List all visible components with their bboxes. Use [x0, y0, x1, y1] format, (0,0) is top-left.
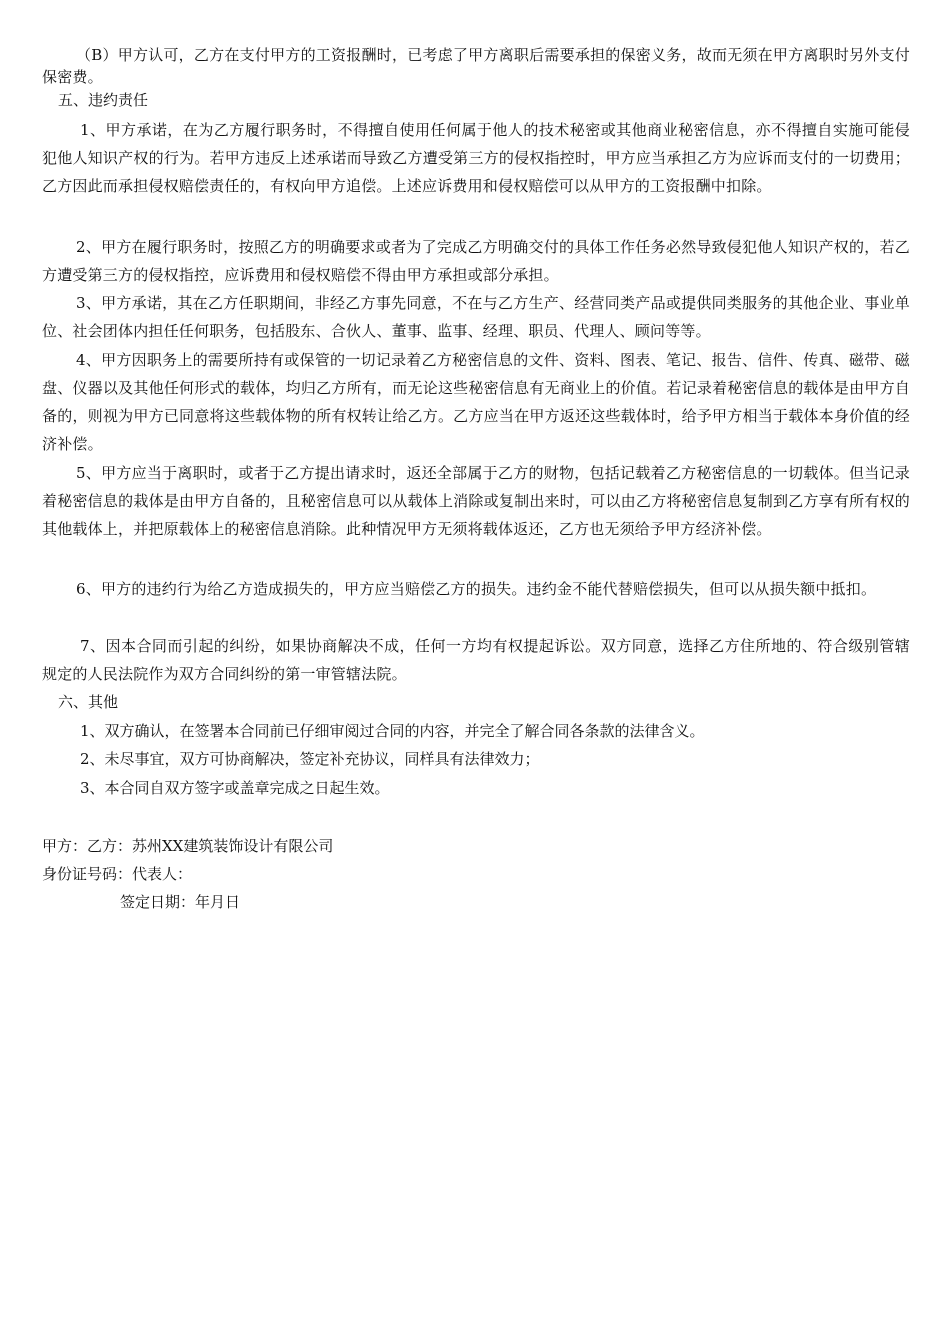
- section-5-item-7: 7、因本合同而引起的纠纷，如果协商解决不成，任何一方均有权提起诉讼。双方同意，选择乙方住所地的、符合级别管辖规定的人民法院作为双方合同纠纷的第一审管辖法院。: [42, 637, 910, 683]
- section-5-title: 五、违约责任: [58, 91, 149, 109]
- section-5-item-5: 5、甲方应当于离职时，或者于乙方提出请求时，返还全部属于乙方的财物，包括记载着乙方秘密信息的一切载体。但当记录着秘密信息的栽体是由甲方自备的，且秘密信息可以从载体上消除或复制出来时，可以由乙方将秘密信息复制到乙方享有所有权的其他载体上，并把原载体上的秘密信息消除。此种情况甲方无须将载体返还，乙方也无须给予甲方经济补偿。: [42, 464, 910, 538]
- section-5-item-2: 2、甲方在履行职务时，按照乙方的明确要求或者为了完成乙方明确交付的具体工作任务必然导致侵犯他人知识产权的，若乙方遭受第三方的侵权指控，应诉费用和侵权赔偿不得由甲方承担或部分承担。: [42, 238, 910, 284]
- section-5-item-3: 3、甲方承诺，其在乙方任职期间，非经乙方事先同意，不在与乙方生产、经营同类产品或提供同类服务的其他企业、事业单位、社会团体内担任任何职务，包括股东、合伙人、董事、监事、经理、职员、代理人、顾问等等。: [42, 294, 910, 340]
- signature-id-representative: 身份证号码：代表人：: [42, 865, 193, 883]
- signature-date: 签定日期：年月日: [120, 893, 241, 911]
- section-5-item-1: 1、甲方承诺，在为乙方履行职务时，不得擅自使用任何属于他人的技术秘密或其他商业秘密信息，亦不得擅自实施可能侵犯他人知识产权的行为。若甲方违反上述承诺而导致乙方遭受第三方的侵权指控时，甲方应当承担乙方为应诉而支付的一切费用；乙方因此而承担侵权赔偿责任的，有权向甲方追偿。上述应诉费用和侵权赔偿可以从甲方的工资报酬中扣除。: [42, 121, 910, 195]
- section-6-item-3: 3、本合同自双方签字或盖章完成之日起生效。: [80, 779, 390, 797]
- signature-parties: 甲方：乙方：苏州XX建筑装饰设计有限公司: [42, 837, 334, 855]
- section-6-title: 六、其他: [58, 693, 119, 711]
- section-6-item-2: 2、未尽事宜，双方可协商解决，签定补充协议，同样具有法律效力；: [80, 750, 540, 768]
- clause-b-paragraph: （B）甲方认可，乙方在支付甲方的工资报酬时，已考虑了甲方离职后需要承担的保密义务，故而无须在甲方离职时另外支付保密费。: [42, 46, 910, 86]
- section-5-item-4: 4、甲方因职务上的需要所持有或保管的一切记录着乙方秘密信息的文件、资料、图表、笔记、报告、信件、传真、磁带、磁盘、仪器以及其他任何形式的载体，均归乙方所有，而无论这些秘密信息有无商业上的价值。若记录着秘密信息的载体是由甲方自备的，则视为甲方已同意将这些载体物的所有权转让给乙方。乙方应当在甲方返还这些载体时，给予甲方相当于载体本身价值的经济补偿。: [42, 351, 910, 453]
- section-5-item-6: 6、甲方的违约行为给乙方造成损失的，甲方应当赔偿乙方的损失。违约金不能代替赔偿损失，但可以从损失额中抵扣。: [76, 580, 877, 598]
- section-6-item-1: 1、双方确认，在签署本合同前已仔细审阅过合同的内容，并完全了解合同各条款的法律含义。: [80, 722, 705, 740]
